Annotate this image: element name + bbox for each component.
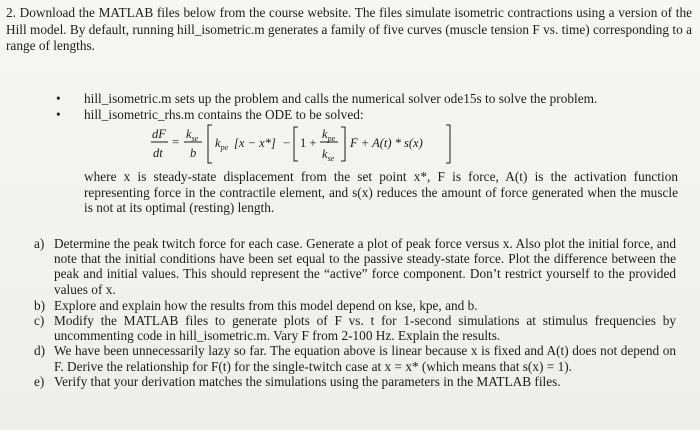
file-list	[56, 91, 676, 123]
question-text: We have been unnecessarily lazy so far. The equation above is linear because x is fixed and A(t) does not depend on F. Derive the relationship for F(t) for the single-twitch case at x = x* (which means that s(x) = 1).	[54, 343, 676, 374]
eq-lhs-den: dt	[153, 146, 163, 160]
bullet-text: hill_isometric_rhs.m contains the ODE to be solved:	[84, 107, 364, 122]
eq-b: b	[190, 146, 197, 160]
question-label: c)	[34, 313, 45, 329]
eq-x-term: [x − x*]	[234, 136, 276, 150]
eq-kse: $k_{se}$	[186, 127, 199, 143]
question-label: d)	[34, 343, 46, 359]
eq-lhs-num: dF	[152, 127, 166, 141]
ode-equation	[150, 121, 470, 167]
question-text: Determine the peak twitch force for each case. Generate a plot of peak force versus x. Also plot the initial force, and note that the initial conditions have been set equal to the passive steady-state force. Plot the difference between the peak and initial values. This should represent the “active” force component. Don’t restrict yourself to the provided values of x.	[54, 236, 676, 297]
question-a	[34, 236, 676, 297]
variable-definitions: where x is steady-state displacement from the set point x*, F is force, A(t) is the activation function representing force in the contractile element, and s(x) reduces the amount of force generated when the muscle is not at its optimal (resting) length.	[84, 169, 678, 215]
question-c	[34, 313, 676, 343]
bullet-icon: •	[56, 107, 61, 122]
problem-intro: 2. Download the MATLAB files below from the course website. The files simulate isometric contractions using a version of the Hill model. By default, running hill_isometric.m generates a family of five curves (muscle tension F vs. time) corresponding to a range of lengths.	[6, 5, 692, 53]
question-e	[34, 374, 676, 389]
bullet-icon: •	[56, 91, 61, 106]
question-text: Modify the MATLAB files to generate plots of F vs. t for 1-second simulations at stimulus frequencies by uncommenting code in hill_isometric.m. Vary F from 2-100 Hz. Explain the results.	[54, 313, 676, 344]
bullet-text: hill_isometric.m sets up the problem and calls the numerical solver ode15s to solve the problem.	[84, 91, 598, 106]
question-list	[34, 236, 676, 389]
question-text: Explore and explain how the results from this model depend on kse, kpe, and b.	[54, 297, 478, 313]
eq-kpe-num: $k_{pe}$	[322, 127, 336, 143]
eq-tail: F + A(t) * s(x)	[350, 136, 423, 150]
question-b	[34, 298, 676, 313]
question-d	[34, 343, 676, 373]
eq-minus: −	[283, 136, 291, 150]
list-item	[56, 91, 676, 107]
eq-kpe: $k_{pe}$	[215, 136, 229, 152]
eq-equals: =	[172, 135, 180, 149]
question-text: Verify that your derivation matches the simulations using the parameters in the MATLAB files.	[54, 373, 561, 389]
question-label: a)	[34, 236, 45, 251]
eq-one-plus: 1 +	[300, 136, 317, 150]
eq-kse-den: $k_{se}$	[322, 147, 335, 163]
question-label: b)	[34, 297, 46, 313]
question-label: e)	[34, 373, 45, 389]
